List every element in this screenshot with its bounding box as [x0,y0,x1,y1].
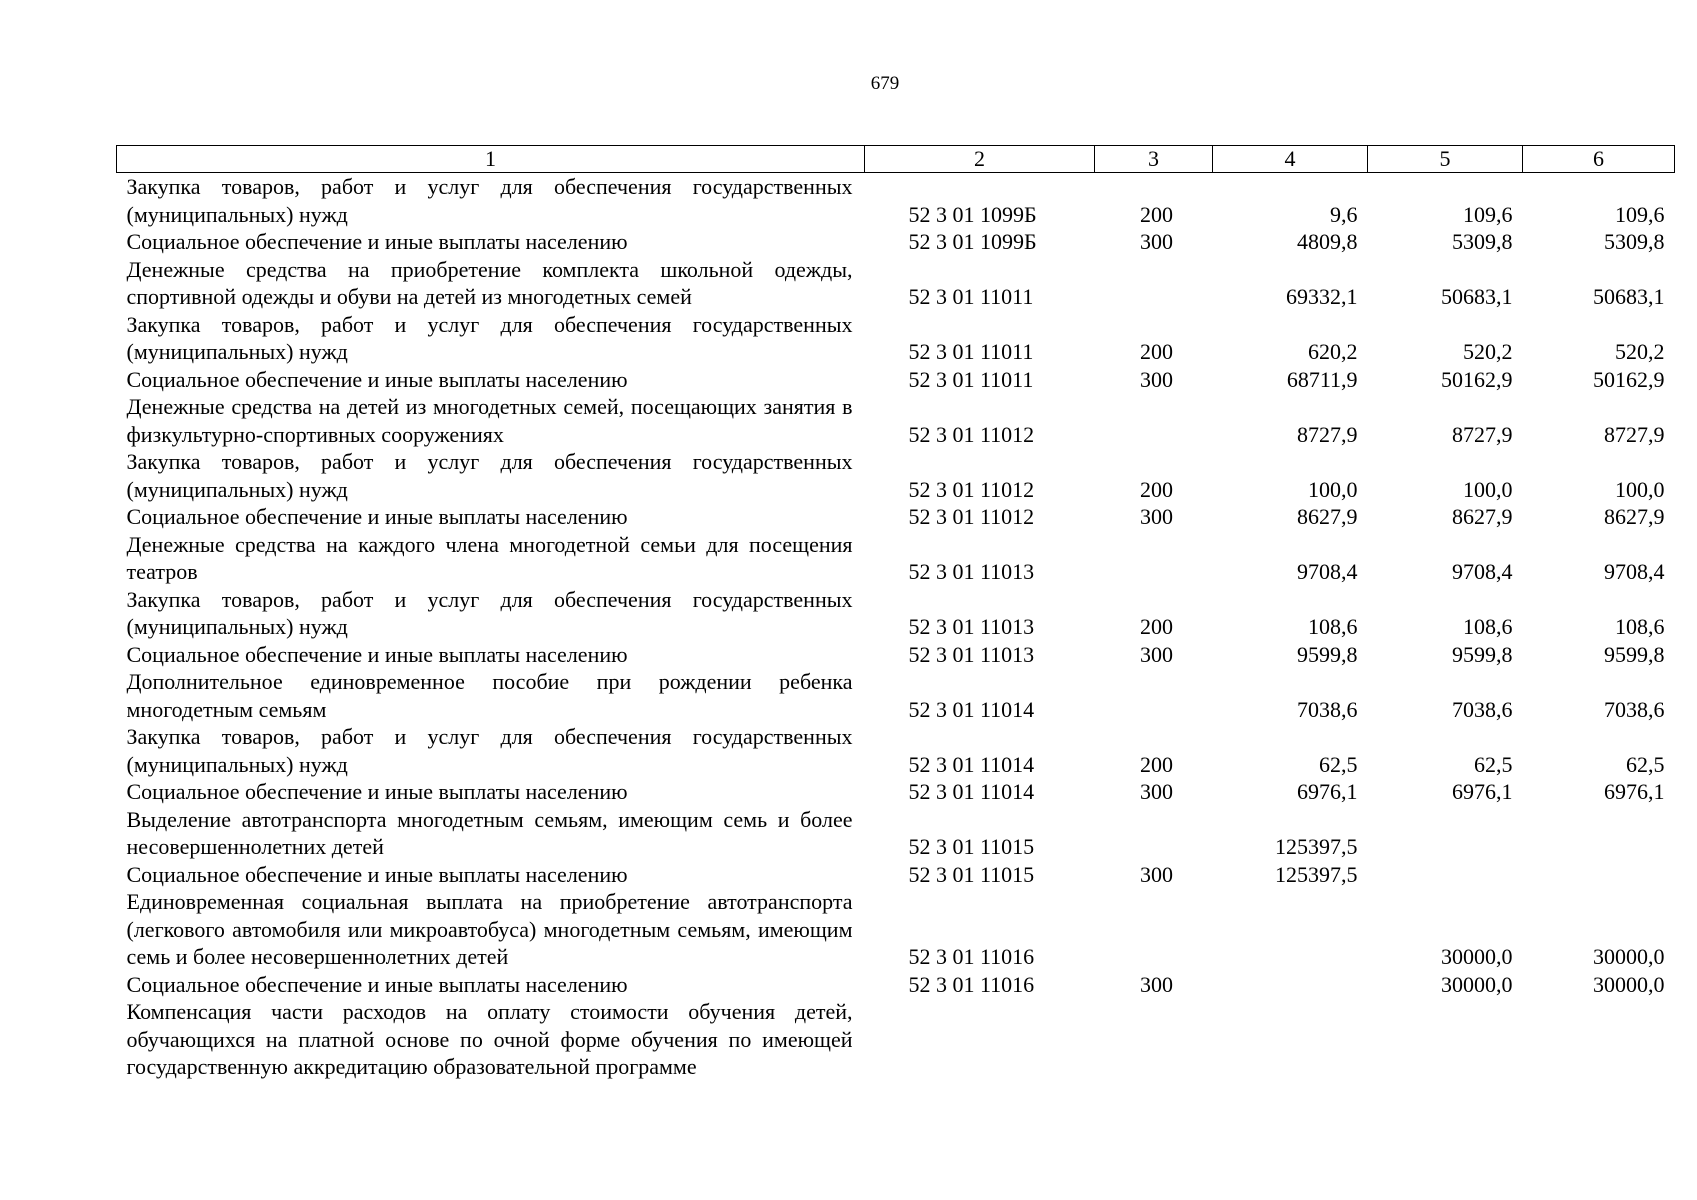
row-value-col5: 30000,0 [1441,971,1513,997]
row-name-text: Дополнительное единовременное пособие при рождении ребенка многодетным семьям [126,669,853,722]
row-code: 52 3 01 11012 [908,476,1035,502]
row-value-col5: 30000,0 [1441,944,1513,969]
row-value-col6: 520,2 [1615,339,1665,364]
table-row [117,998,1675,1081]
table-row [117,723,1675,778]
table-row [117,393,1675,448]
row-value-col5: 9708,4 [1452,559,1513,584]
row-expense-type [1095,888,1213,971]
table-row [117,503,1675,531]
row-value-col5: 62,5 [1474,751,1513,777]
row-value-col6: 108,6 [1615,614,1665,639]
row-code: 52 3 01 11016 [908,971,1035,997]
row-value-col6 [1523,998,1675,1081]
row-code: 52 3 01 1099Б [908,201,1037,227]
page-number: 679 [870,73,900,94]
row-name [117,888,865,971]
row-name [117,971,865,999]
row-name-text: Компенсация части расходов на оплату стоимости обучения детей, обучающихся на платной основе по очной форме обучения по имеющей государственную аккредитацию образовательной программе [126,999,853,1079]
row-expense-type: 300 [1140,366,1173,392]
row-name [117,861,865,889]
row-name-text: Социальное обеспечение и иные выплаты населению [126,229,628,254]
row-value-col6 [1523,806,1675,861]
row-expense-type [1095,668,1213,723]
row-value-col4 [1213,888,1368,971]
row-value-col4: 620,2 [1308,339,1358,364]
table-row [117,448,1675,503]
row-expense-type [1095,256,1213,311]
table-row [117,531,1675,586]
row-name [117,586,865,641]
header-col-3: 3 [1095,146,1213,173]
row-value-col5: 108,6 [1463,614,1513,639]
table-body [117,173,1675,1081]
row-value-col4 [1213,971,1368,999]
row-name-text: Денежные средства на приобретение комплекта школьной одежды, спортивной одежды и обуви на детей из многодетных семей [126,256,853,309]
row-value-col4: 100,0 [1308,476,1358,502]
row-expense-type: 200 [1140,201,1173,227]
row-value-col5: 7038,6 [1452,696,1513,722]
row-value-col4: 62,5 [1319,751,1358,777]
row-value-col5 [1368,998,1523,1081]
row-expense-type: 200 [1140,339,1173,364]
table-row [117,366,1675,394]
header-col-4: 4 [1213,146,1368,173]
row-name-text: Социальное обеспечение и иные выплаты населению [126,366,628,392]
table-row [117,888,1675,971]
row-code: 52 3 01 11012 [908,421,1035,447]
row-code [865,998,1095,1081]
row-expense-type: 300 [1140,971,1173,997]
row-value-col5 [1368,861,1523,889]
row-value-col6: 8727,9 [1604,421,1665,447]
header-col-1: 1 [117,146,865,173]
row-name-text: Социальное обеспечение и иные выплаты населению [126,861,628,887]
row-name-text: Денежные средства на каждого члена многодетной семьи для посещения театров [126,531,853,584]
row-name [117,641,865,669]
row-code: 52 3 01 11013 [908,641,1035,667]
row-value-col6 [1523,861,1675,889]
table-header [117,146,1675,173]
row-code: 52 3 01 11012 [908,504,1035,529]
row-value-col5: 8727,9 [1452,421,1513,447]
table-row [117,806,1675,861]
table-row [117,586,1675,641]
row-name [117,256,865,311]
row-value-col6: 109,6 [1615,201,1665,227]
row-name-text: Закупка товаров, работ и услуг для обеспечения государственных (муниципальных) нужд [126,586,853,639]
row-name-text: Закупка товаров, работ и услуг для обеспечения государственных (муниципальных) нужд [126,311,853,364]
row-name [117,173,865,229]
table-row [117,668,1675,723]
table-row [117,173,1675,229]
row-value-col4: 8627,9 [1297,504,1358,529]
row-value-col5: 5309,8 [1452,229,1513,254]
header-row [117,146,1675,173]
row-value-col4: 68711,9 [1286,366,1358,392]
row-expense-type [1095,531,1213,586]
table-row [117,228,1675,256]
row-value-col6: 30000,0 [1593,944,1665,969]
row-value-col4: 7038,6 [1297,696,1358,722]
row-name [117,393,865,448]
row-name-text: Социальное обеспечение и иные выплаты населению [126,779,628,804]
row-value-col4: 9,6 [1330,201,1358,227]
table-row [117,641,1675,669]
row-expense-type: 300 [1140,779,1173,804]
row-code: 52 3 01 11015 [908,861,1035,887]
row-name-text: Закупка товаров, работ и услуг для обеспечения государственных (муниципальных) нужд [126,174,853,227]
row-value-col4: 125397,5 [1275,861,1358,887]
row-name [117,998,865,1081]
row-value-col4 [1213,998,1368,1081]
row-value-col5 [1368,806,1523,861]
row-name-text: Денежные средства на детей из многодетных семей, посещающих занятия в физкультурно-спортивных сооружениях [126,394,853,447]
table-row [117,861,1675,889]
row-expense-type: 200 [1140,476,1173,502]
row-name [117,531,865,586]
row-name [117,778,865,806]
row-value-col5: 100,0 [1463,476,1513,502]
row-code: 52 3 01 11014 [908,751,1035,777]
table-row [117,778,1675,806]
row-name [117,366,865,394]
row-value-col4: 6976,1 [1297,779,1358,804]
table-row [117,971,1675,999]
row-name-text: Социальное обеспечение и иные выплаты населению [126,971,628,997]
row-name-text: Закупка товаров, работ и услуг для обеспечения государственных (муниципальных) нужд [126,724,853,777]
row-expense-type [1095,998,1213,1081]
row-code: 52 3 01 11011 [908,366,1034,392]
row-value-col6: 50162,9 [1593,366,1665,392]
row-name [117,503,865,531]
row-value-col5: 9599,8 [1452,641,1513,667]
row-value-col6: 62,5 [1626,751,1665,777]
row-value-col5: 50683,1 [1441,284,1513,309]
row-value-col6: 30000,0 [1593,971,1665,997]
row-value-col4: 4809,8 [1297,229,1358,254]
row-code: 52 3 01 11014 [908,779,1035,804]
row-value-col6: 8627,9 [1604,504,1665,529]
row-value-col6: 5309,8 [1604,229,1665,254]
row-value-col6: 9599,8 [1604,641,1665,667]
row-name [117,311,865,366]
table-row [117,256,1675,311]
row-expense-type: 300 [1140,504,1173,529]
row-expense-type: 300 [1140,641,1173,667]
row-value-col4: 9708,4 [1297,559,1358,584]
row-value-col5: 50162,9 [1441,366,1513,392]
row-value-col6: 100,0 [1615,476,1665,502]
row-value-col5: 520,2 [1463,339,1513,364]
row-name-text: Закупка товаров, работ и услуг для обеспечения государственных (муниципальных) нужд [126,449,853,502]
row-name [117,448,865,503]
row-expense-type: 300 [1140,229,1173,254]
header-col-2: 2 [865,146,1095,173]
row-code: 52 3 01 11011 [908,284,1034,309]
row-value-col4: 9599,8 [1297,641,1358,667]
row-name [117,668,865,723]
row-value-col6: 9708,4 [1604,559,1665,584]
row-value-col4: 69332,1 [1286,284,1358,309]
row-expense-type: 300 [1140,861,1173,887]
budget-table [116,145,1675,1081]
row-code: 52 3 01 11013 [908,614,1035,639]
row-value-col6: 6976,1 [1604,779,1665,804]
row-name-text: Единовременная социальная выплата на приобретение автотранспорта (легкового автомобиля или микроавтобуса) многодетным семьям, имеющим семь и более несовершеннолетних детей [126,889,853,969]
row-name-text: Социальное обеспечение и иные выплаты населению [126,641,628,667]
row-value-col4: 8727,9 [1297,421,1358,447]
row-code: 52 3 01 11015 [908,834,1035,859]
row-name [117,723,865,778]
row-expense-type [1095,393,1213,448]
row-code: 52 3 01 11013 [908,559,1035,584]
row-expense-type [1095,806,1213,861]
row-name-text: Выделение автотранспорта многодетным семьям, имеющим семь и более несовершеннолетних детей [126,806,853,859]
row-code: 52 3 01 11016 [908,944,1035,969]
row-value-col5: 109,6 [1463,201,1513,227]
row-name [117,228,865,256]
row-value-col4: 125397,5 [1275,834,1358,859]
row-code: 52 3 01 11011 [908,339,1034,364]
row-name [117,806,865,861]
row-expense-type: 200 [1140,614,1173,639]
budget-table-container [116,145,1674,1081]
row-name-text: Социальное обеспечение и иные выплаты населению [126,504,628,529]
row-code: 52 3 01 1099Б [908,229,1037,254]
row-value-col5: 8627,9 [1452,504,1513,529]
row-value-col5: 6976,1 [1452,779,1513,804]
row-code: 52 3 01 11014 [908,696,1035,722]
row-expense-type: 200 [1140,751,1173,777]
header-col-6: 6 [1523,146,1675,173]
row-value-col4: 108,6 [1308,614,1358,639]
header-col-5: 5 [1368,146,1523,173]
row-value-col6: 50683,1 [1593,284,1665,309]
row-value-col6: 7038,6 [1604,696,1665,722]
table-row [117,311,1675,366]
